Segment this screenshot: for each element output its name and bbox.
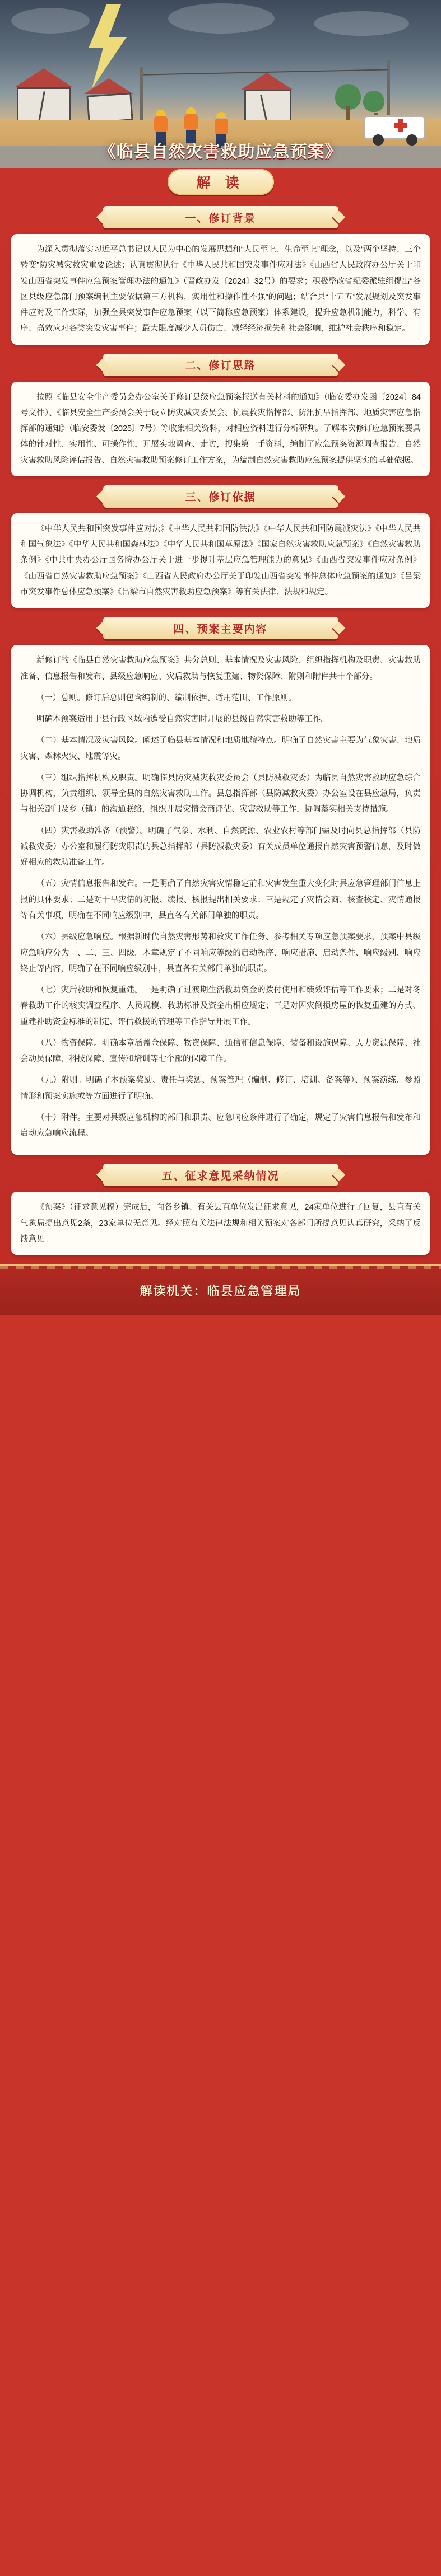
tree-icon (363, 91, 384, 112)
paragraph: （十）附件。主要对县级应急机构的部门和职责、应急响应条件进行了确定，规定了灾害信息报告和发布和启动应急响应流程。 (20, 1113, 421, 1139)
section-heading (103, 1164, 338, 1186)
paragraph: （九）附则。明确了本预案奖励、责任与奖惩、预案管理（编制、修订、培训、备案等）、预案演练、参照情形和预案实施或等方面进行了明确。 (20, 1076, 421, 1101)
crack (38, 91, 45, 121)
footer-bar (0, 1264, 441, 1315)
cloud-icon (314, 11, 409, 36)
house-roof (15, 68, 73, 87)
footer-agency-label: 解读机关：临县应急管理局 (140, 1284, 301, 1299)
paragraph: 《中华人民共和国突发事件应对法》《中华人民共和国防洪法》《中华人民共和国防震减灾法》《中华人民共和国气象法》《中华人民共和国森林法》《中华人民共和国草原法》《国家自然灾害救助应急预案》《自然灾害救助条例》《中共中央办公厅国务院办公厅关于进一步提升基层应急管理能力的意见》《山西省突发事件应对条例》《山西省自然灾害救助应急预案》《山西省人民政府办公厅关于印发山西省突发事件总体应急预案的通知》《吕梁市突发事件总体应急预案》《吕梁市自然灾害救助应急预案》等有关法律、法规和规定。 (20, 524, 421, 597)
section-heading-label: 一、修订背景 (185, 212, 256, 224)
footer-decoration (0, 1266, 441, 1269)
section-heading-label: 五、征求意见采纳情况 (161, 1170, 280, 1182)
section-revision-basis (11, 485, 430, 608)
cloud-icon (168, 3, 275, 34)
damaged-house-icon (17, 87, 71, 122)
section-heading-label: 二、修订思路 (185, 360, 256, 372)
content-body (0, 198, 441, 1255)
paragraph: （三）组织指挥机构及职责。明确临县防灾减灾救灾委员会（县防减救灾委）为临县自然灾害救助应急综合协调机构，负责组织、领导全县的自然灾害救助工作。县总指挥部（县防减救灾委）办公室设在县应急局，负责与相关部门及乡（镇）的沟通联络，组织开展灾情会商评估、灾害救助等工作，协调落实相关支持措施。 (20, 773, 421, 814)
title-banner (0, 138, 441, 198)
section-card (11, 513, 430, 608)
paragraph: （五）灾情信息报告和发布。一是明确了自然灾害灾情稳定前和灾害发生重大变化时县应急管理部门信息上报的具体要求；二是对干旱灾情的初报、续报、核报提出相关要求；三是规定了灾情会商、核查核定、灾情通报等有关事项，明确在不同响应级别中，县直各有关部门单独的职责。 (20, 879, 421, 920)
section-revision-approach (11, 354, 430, 476)
damaged-house-icon (244, 90, 291, 122)
section-revision-background (11, 206, 430, 345)
crack (260, 95, 267, 120)
section-heading (103, 617, 338, 639)
section-main-content (11, 617, 430, 1155)
house-roof (84, 78, 133, 94)
damaged-house-icon (86, 92, 133, 123)
interpretation-badge: 解 读 (168, 169, 274, 195)
tree-icon (335, 84, 361, 110)
paragraph: （二）基本情况及灾害风险。阐述了临县基本情况和地质地貌特点。明确了自然灾害主要为气象灾害、地质灾害、森林火灾、地震等灾。 (20, 736, 421, 761)
paragraph: 新修订的《临县自然灾害救助应急预案》共分总则、基本情况及灾害风险、组织指挥机构及职责、灾害救助准备、信息报告和发布、县级应急响应、灾后救助与恢复重建、物资保障、附则和附件共十个部分。 (20, 656, 421, 681)
paragraph: 《预案》（征求意见稿）完成后，向各乡镇、有关县直单位发出征求意见，24家单位进行了回复，县直有关气象局提出意见2条，23家单位无意见。经对照有关法律法规和相关预案对各部门所提意见认真研究，采纳了反馈意见。 (20, 1203, 421, 1244)
paragraph: （六）县级应急响应。根据新时代自然灾害形势和救灾工作任务、参考相关专项应急预案要求，预案中县级应急响应分为一、二、三、四级。本章规定了不同响应等级的启动程序、响应措施、启动条件、响应级别、响应终止等内容，明确了在不同响应级别中，县直各有关部门单独的职责。 (20, 933, 421, 973)
section-heading-label: 四、预案主要内容 (173, 623, 268, 635)
section-heading (103, 354, 338, 376)
paragraph: （八）物资保障。明确本章涵盖金保障、物资保障、通信和信息保障、装备和设施保障、人力资源保障、社会动员保障、科技保障、宣传和培训等七个部的保障工作。 (20, 1038, 421, 1064)
paragraph: 为深入贯彻落实习近平总书记以人民为中心的发展思想和“人民至上、生命至上”理念，以及“两个坚持、三个转变”防灾减灾救灾重要论述；认真贯彻执行《中华人民共和国突发事件应对法》《山西省人民政府办公厅关于印发山西省突发事件应急预案管理办法的通知》（晋政办发〔2024〕32号）的要求；积极整改省纪委派驻组提出“各区县级应急部门预案编制主要依据第三方机构，实用性和操作性不强”的问题；结合县“十五五”发展规划及突发事件应对及工作实际，加强全县突发事件应急预案（以下简称应急预案）体系建设，提升应急机制能力，科学、有序、高效应对各类突发灾害事件；最大限度减少人员伤亡、减轻经济损失和社会影响，维护社会秩序和稳定。 (20, 245, 421, 334)
section-card (11, 645, 430, 1155)
section-card (11, 382, 430, 476)
paragraph: （四）灾害救助准备（预警）。明确了气象、水利、自然资源、农业农村等部门需及时向县总指挥部（县防减救灾委）办公室和履行防灾职责的县总指挥部（县防减救灾委）有关成员单位通报自然灾害预警信息，及时做好相应的救助准备工作。 (20, 826, 421, 868)
section-heading (103, 206, 338, 228)
section-card (11, 1192, 430, 1255)
paragraph: （一）总则。修订后总则包含编制的、编制依据、适用范围、工作原则。 (36, 693, 296, 702)
paragraph: 明确本预案适用于县行政区域内遭受自然灾害时开展的县级自然灾害救助等工作。 (36, 715, 329, 724)
house-roof (241, 73, 293, 90)
paragraph: 按照《临县安全生产委员会办公室关于修订县级应急预案报送有关材料的通知》（临安委办发函〔2024〕84号文件）、《临县安全生产委员会关于设立防灾减灾委员会、抗震救灾指挥部、防汛抗旱指挥部、地质灾害应急指挥部的通知》（临安委发〔2025〕7号）等收集相关资料，对相应资料进行分析研判。了解本次修订应急预案要具体的针对性、实用性、可操作性，开展实地调查、走访，搜集第一手资料，编制了应急预案资源调查报告、自然灾害救助风险评估报告、自然灾害救助预案修订工作方案，为编制自然灾害救助应急预案提供坚实的基础依据。 (20, 392, 421, 465)
section-heading-label: 三、修订依据 (185, 491, 256, 504)
page-title: 《临县自然灾害救助应急预案》 (99, 143, 342, 161)
paragraph: （七）灾后救助和恢复重建。一是明确了过渡期生活救助资金的拨付使用和绩效评估等工作要求；二是对冬春救助工作的核实调查程序、人员规模、救助标准及资金出相应规定；三是对因灾倒损房屋的恢复重建的方式、重建补助资金标准的制定、评估救援的管理等工作指导开展工作。 (20, 986, 421, 1027)
section-heading (103, 485, 338, 508)
section-card (11, 234, 430, 345)
section-feedback-adoption (11, 1164, 430, 1255)
